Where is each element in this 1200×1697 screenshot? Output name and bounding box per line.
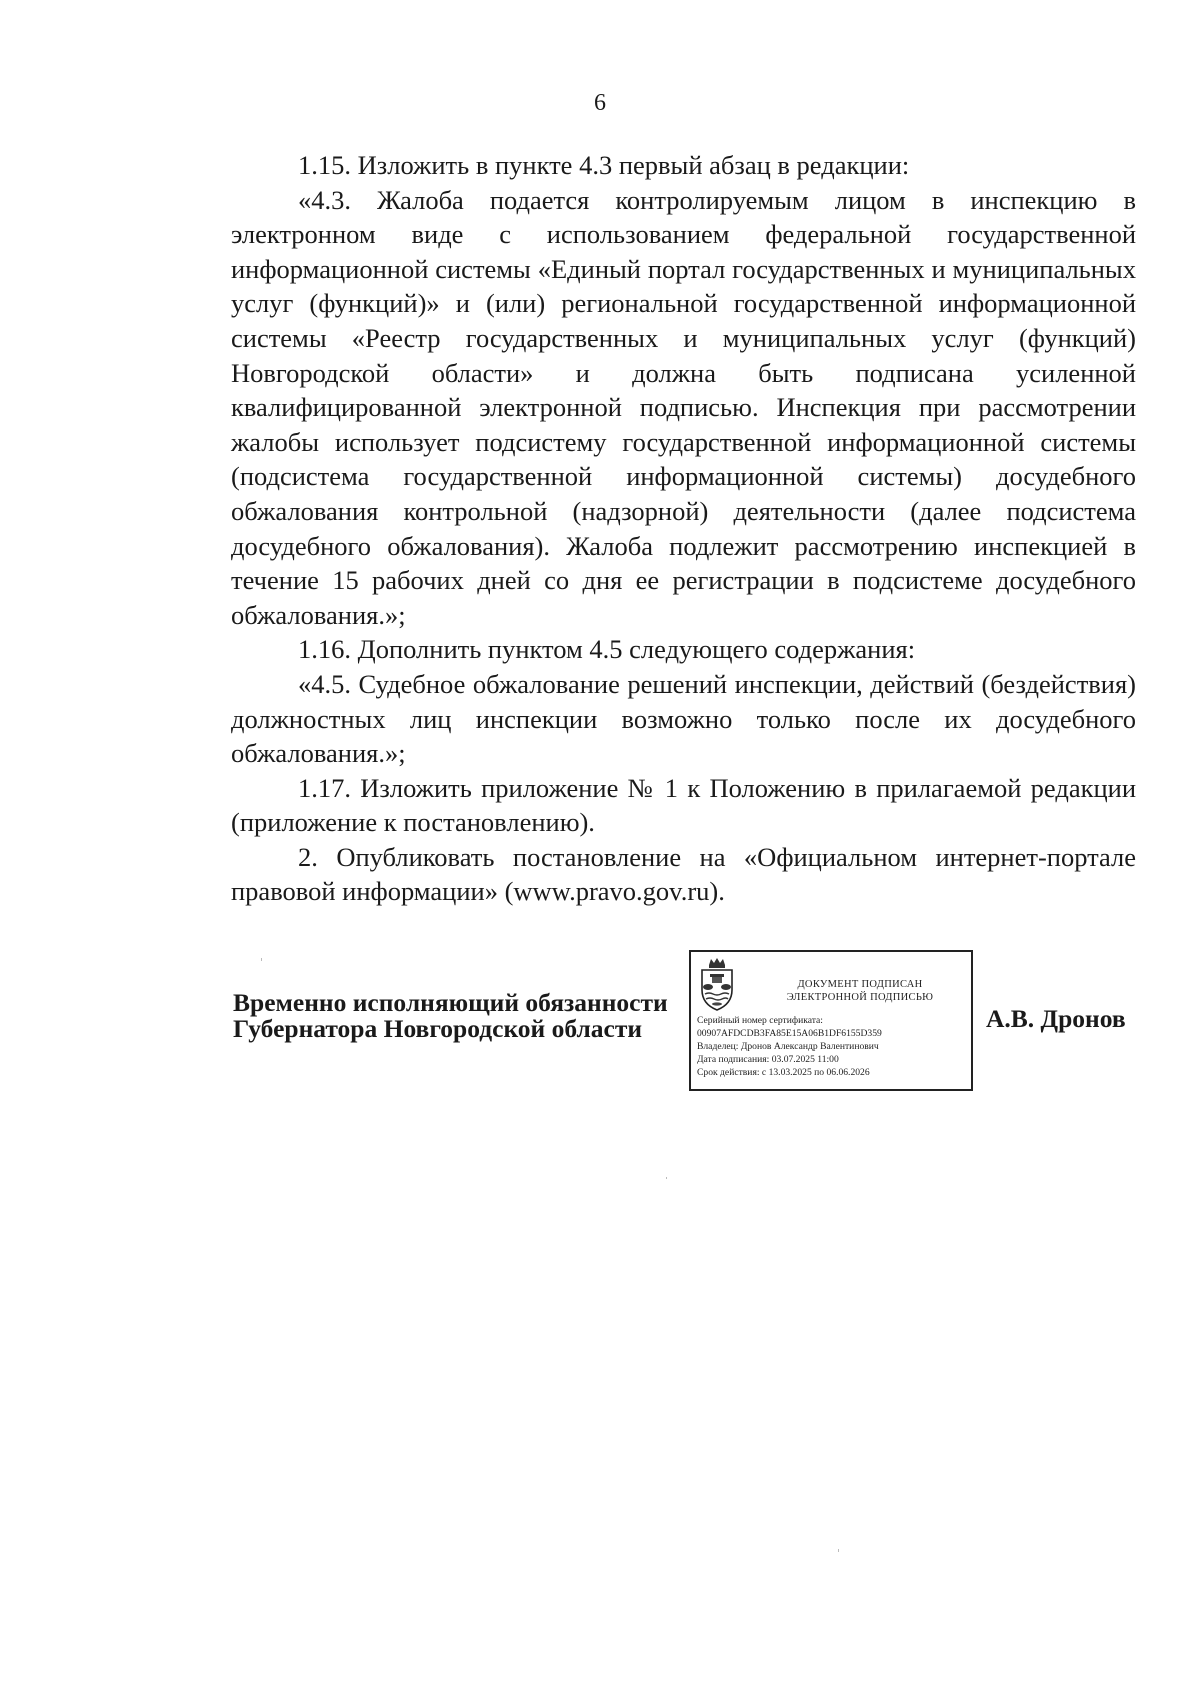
stamp-details	[697, 1014, 969, 1079]
electronic-signature-stamp	[689, 950, 973, 1091]
signing-date: Дата подписания: 03.07.2025 11:00	[697, 1054, 839, 1065]
certificate-label: Серийный номер сертификата:	[697, 1015, 823, 1026]
scan-speck	[838, 1549, 839, 1552]
stamp-title-line2: ЭЛЕКТРОННОЙ ПОДПИСЬЮ	[786, 992, 934, 1003]
paragraph-4-5-text: «4.5. Судебное обжалование решений инспекции, действий (бездействия) должностных лиц инспекции возможно только после их досудебного обжалования.»;	[231, 668, 1136, 769]
signatory-position-line1: Временно исполняющий обязанности	[233, 988, 668, 1017]
scan-speck	[261, 958, 262, 961]
page-number: 6	[594, 90, 606, 116]
certificate-owner: Владелец: Дронов Александр Валентинович	[697, 1041, 879, 1052]
paragraph-1-15: 1.15. Изложить в пункте 4.3 первый абзац в редакции:	[298, 150, 910, 180]
paragraph-2-publish: 2. Опубликовать постановление на «Официальном интернет-портале правовой информации» (www.pravo.gov.ru).	[231, 841, 1136, 907]
signatory-position-line2: Губернатора Новгородской области	[233, 1014, 643, 1043]
signatory-position	[233, 990, 668, 1042]
stamp-title-line1: ДОКУМЕНТ ПОДПИСАН	[797, 979, 923, 990]
scan-speck	[666, 1177, 667, 1179]
certificate-number: 00907AFDCDB3FA85E15A06B1DF6155D359	[697, 1028, 882, 1039]
certificate-validity: Срок действия: с 13.03.2025 по 06.06.2026	[697, 1067, 870, 1078]
paragraph-1-16: 1.16. Дополнить пунктом 4.5 следующего содержания:	[298, 634, 916, 665]
paragraph-4-3-text: «4.3. Жалоба подается контролируемым лицом в инспекцию в электронном виде с использованием федеральной государственной информационной системы «Единый портал государственных и муниципальных услуг (функций)» и (или) региональной государственной информационной системы «Реестр государственных и муниципальных услуг (функций) Новгородской области» и должна быть подписана усиленной квалифицированной электронной подписью. Инспекция при рассмотрении жалобы использует подсистему государственной информационной системы (подсистема государственной информационной системы) досудебного обжалования контрольной (надзорной) деятельности (далее подсистема досудебного обжалования). Жалоба подлежит рассмотрению инспекцией в течение 15 рабочих дней со дня ее регистрации в подсистеме досудебного обжалования.»;	[231, 184, 1136, 630]
paragraph-1-17: 1.17. Изложить приложение № 1 к Положению в прилагаемой редакции (приложение к постановлению).	[231, 772, 1136, 838]
stamp-title	[751, 978, 969, 1004]
novgorod-coat-of-arms-icon	[697, 956, 737, 1012]
signatory-name: А.В. Дронов	[986, 1004, 1126, 1033]
document-body	[231, 148, 1136, 909]
